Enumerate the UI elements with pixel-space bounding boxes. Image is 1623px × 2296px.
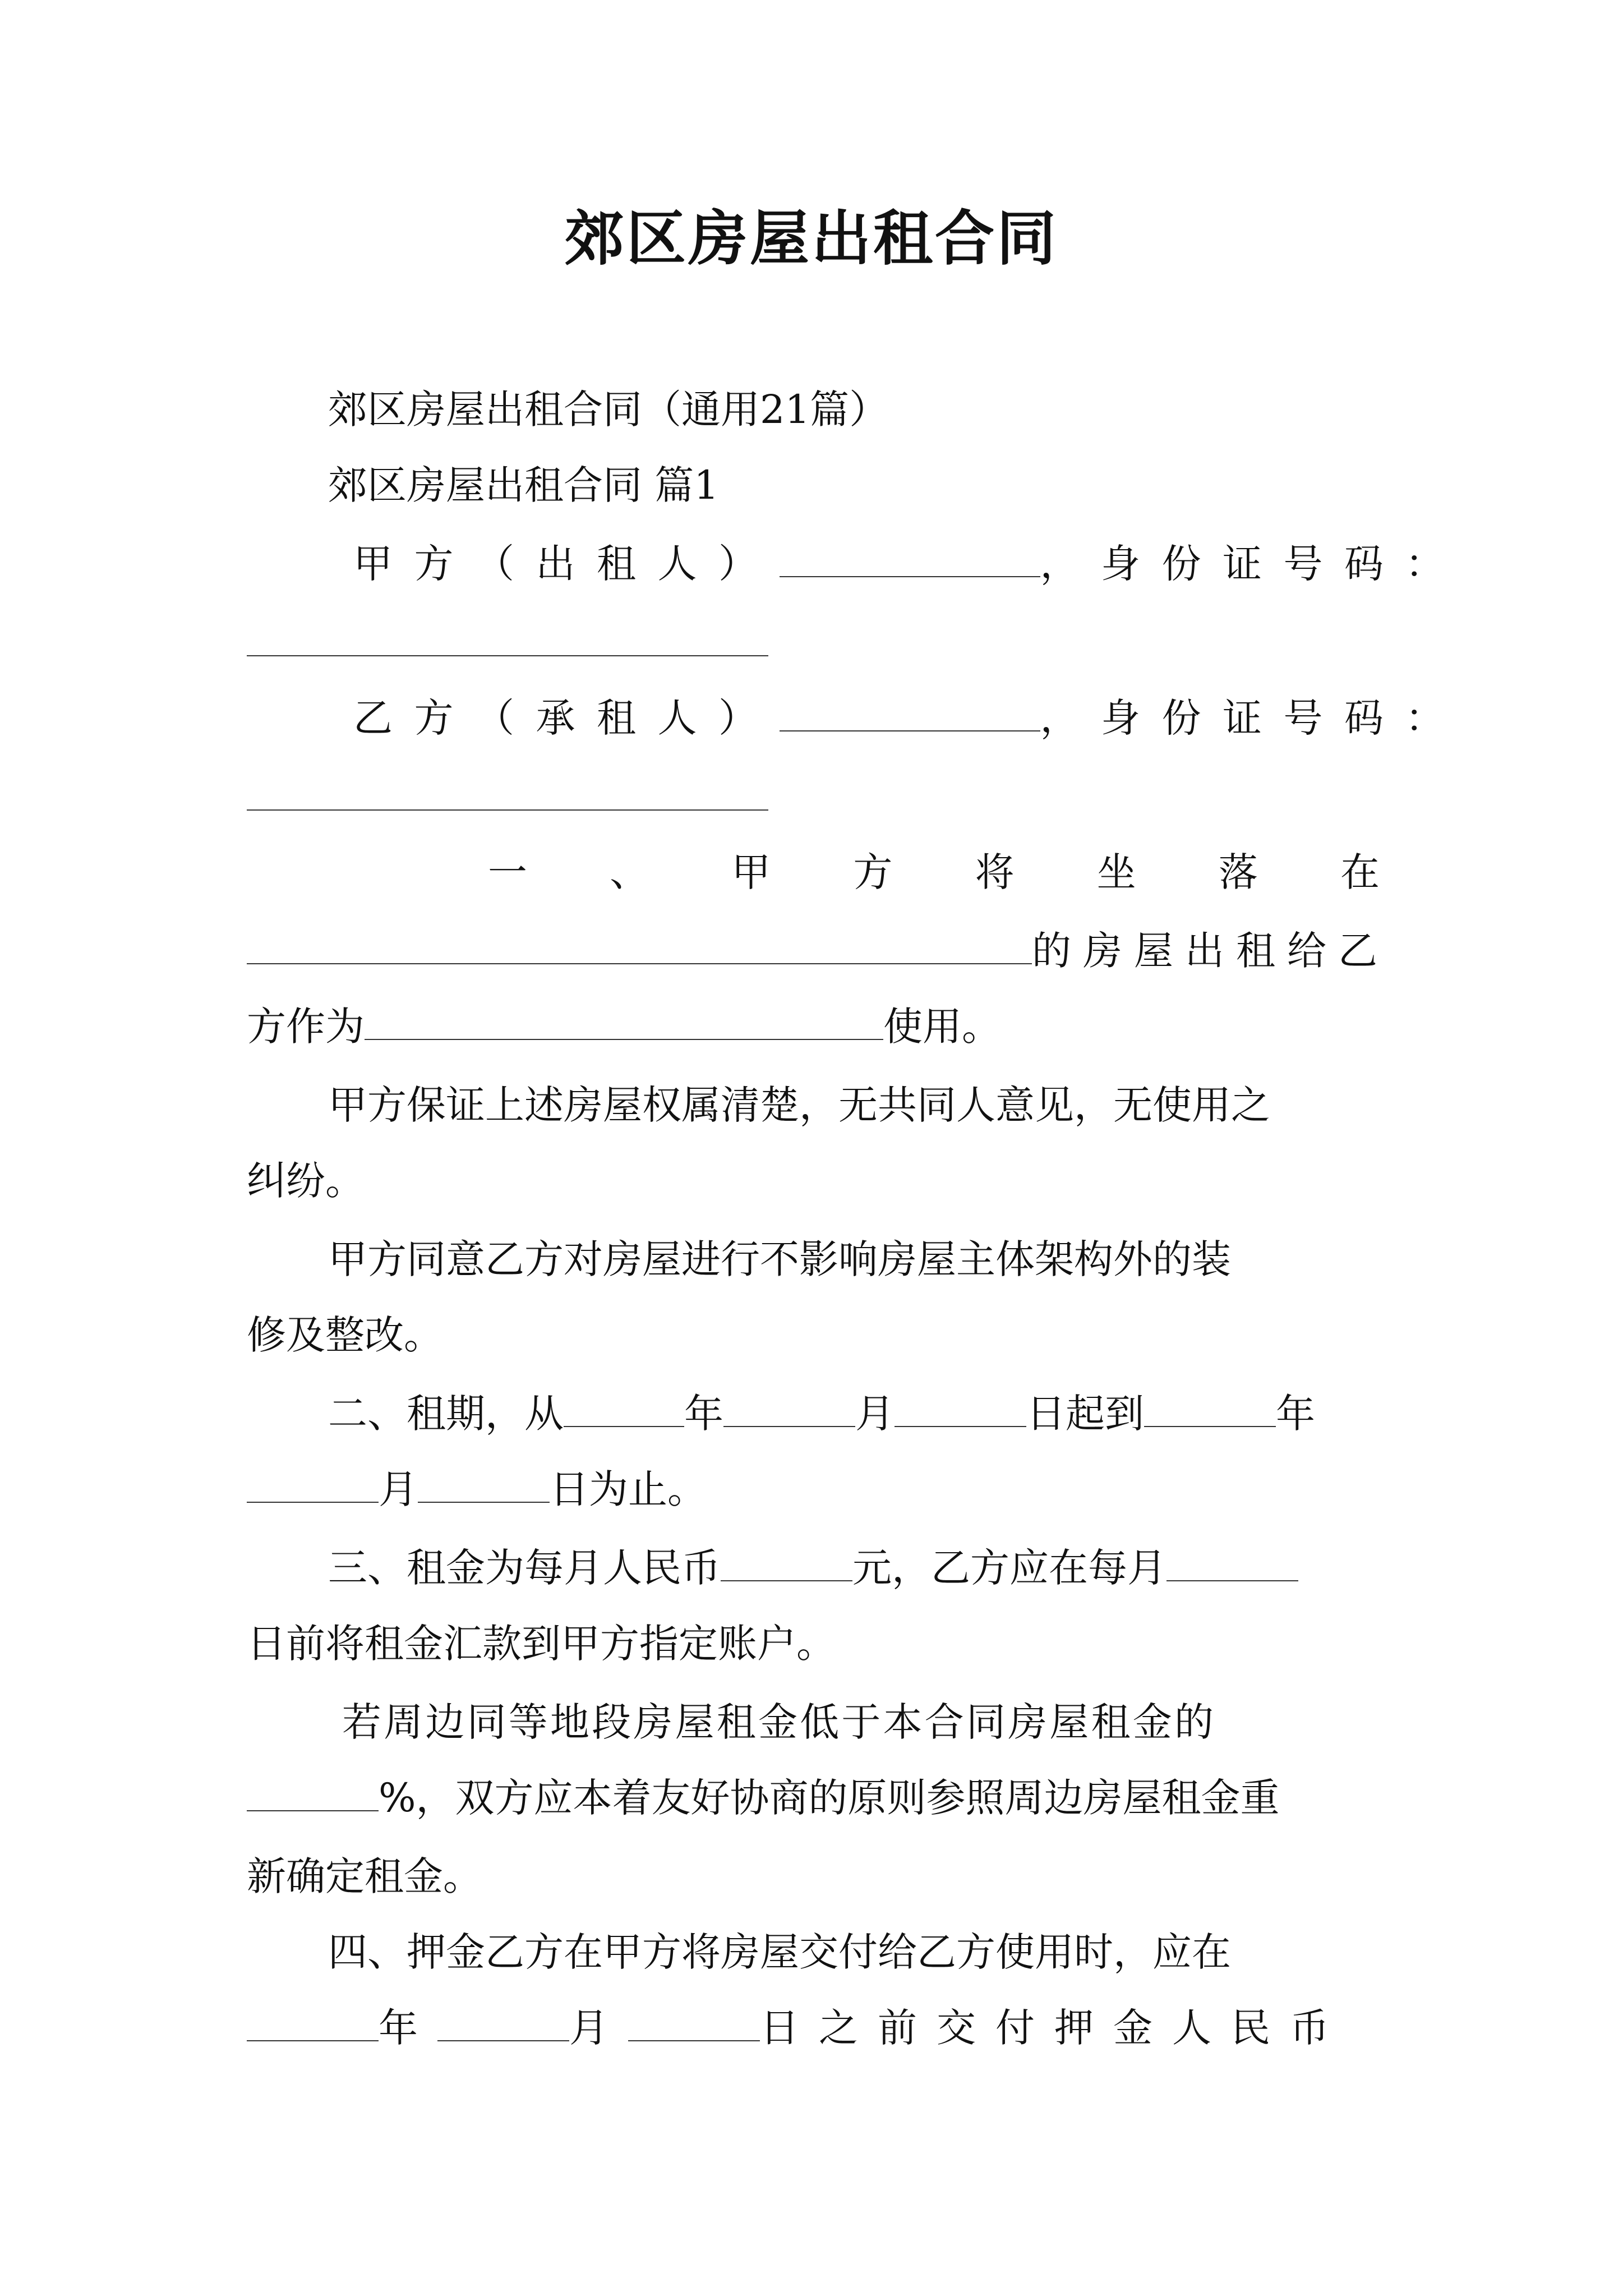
- clause-1-line-2: 的房屋出租给乙: [247, 920, 1389, 982]
- usage-blank: [365, 999, 883, 1040]
- percentage-blank: [247, 1770, 379, 1811]
- payment-day-blank: [1166, 1540, 1298, 1581]
- end-year-blank: [1144, 1386, 1276, 1427]
- rent-adjust-line-3: 新确定租金。: [247, 1853, 482, 1899]
- rent-line-1: 三、租金为每月人民币 元，乙方应在每月: [328, 1537, 1298, 1599]
- property-location-blank: [247, 923, 1032, 964]
- end-day-blank: [418, 1461, 550, 1503]
- party-b-label: 乙方（承租人） ，身份证号码：: [353, 687, 1466, 749]
- document-title: 郊区房屋出租合同: [565, 203, 1058, 273]
- end-month-blank: [247, 1461, 379, 1503]
- party-b-name-blank: [780, 690, 1040, 731]
- lease-term-line-1: 二、租期，从 年 月 日起到 年: [328, 1383, 1315, 1444]
- clause-1-line-3: 方作为 使用。: [247, 996, 1001, 1057]
- party-b-id-blank: [247, 809, 768, 811]
- rent-adjust-line-1: 若周边同等地段房屋租金低于本合同房屋租金的: [342, 1699, 1216, 1745]
- ownership-line-1: 甲方保证上述房屋权属清楚，无共同人意见，无使用之: [328, 1082, 1270, 1128]
- start-year-blank: [564, 1386, 684, 1427]
- party-a-id-blank: [247, 655, 768, 656]
- ownership-line-2: 纠纷。: [247, 1158, 365, 1204]
- party-a-name-blank: [780, 536, 1040, 577]
- section-heading: 郊区房屋出租合同 篇1: [328, 462, 719, 508]
- rent-line-2: 日前将租金汇款到甲方指定账户。: [247, 1621, 836, 1667]
- deposit-month-blank: [437, 2000, 569, 2041]
- deposit-line-1: 四、押金乙方在甲方将房屋交付给乙方使用时，应在: [328, 1929, 1231, 1975]
- renovation-line-1: 甲方同意乙方对房屋进行不影响房屋主体架构外的装: [328, 1236, 1231, 1282]
- monthly-rent-blank: [721, 1540, 852, 1581]
- clause-1-line-1: 一 、 甲 方 将 坐 落 在: [488, 849, 1380, 895]
- subtitle: 郊区房屋出租合同（通用21篇）: [328, 386, 889, 432]
- start-month-blank: [723, 1386, 855, 1427]
- deposit-year-blank: [247, 2000, 379, 2041]
- rent-adjust-line-2: %，双方应本着友好协商的原则参照周边房屋租金重: [247, 1767, 1280, 1829]
- start-day-blank: [895, 1386, 1026, 1427]
- deposit-line-2: 年 月 日之前交付押金人民币: [247, 1997, 1349, 2059]
- party-a-label: 甲方（出租人） ，身份证号码：: [353, 533, 1466, 595]
- deposit-day-blank: [628, 2000, 760, 2041]
- renovation-line-2: 修及整改。: [247, 1312, 443, 1358]
- lease-term-line-2: 月 日为止。: [247, 1458, 707, 1520]
